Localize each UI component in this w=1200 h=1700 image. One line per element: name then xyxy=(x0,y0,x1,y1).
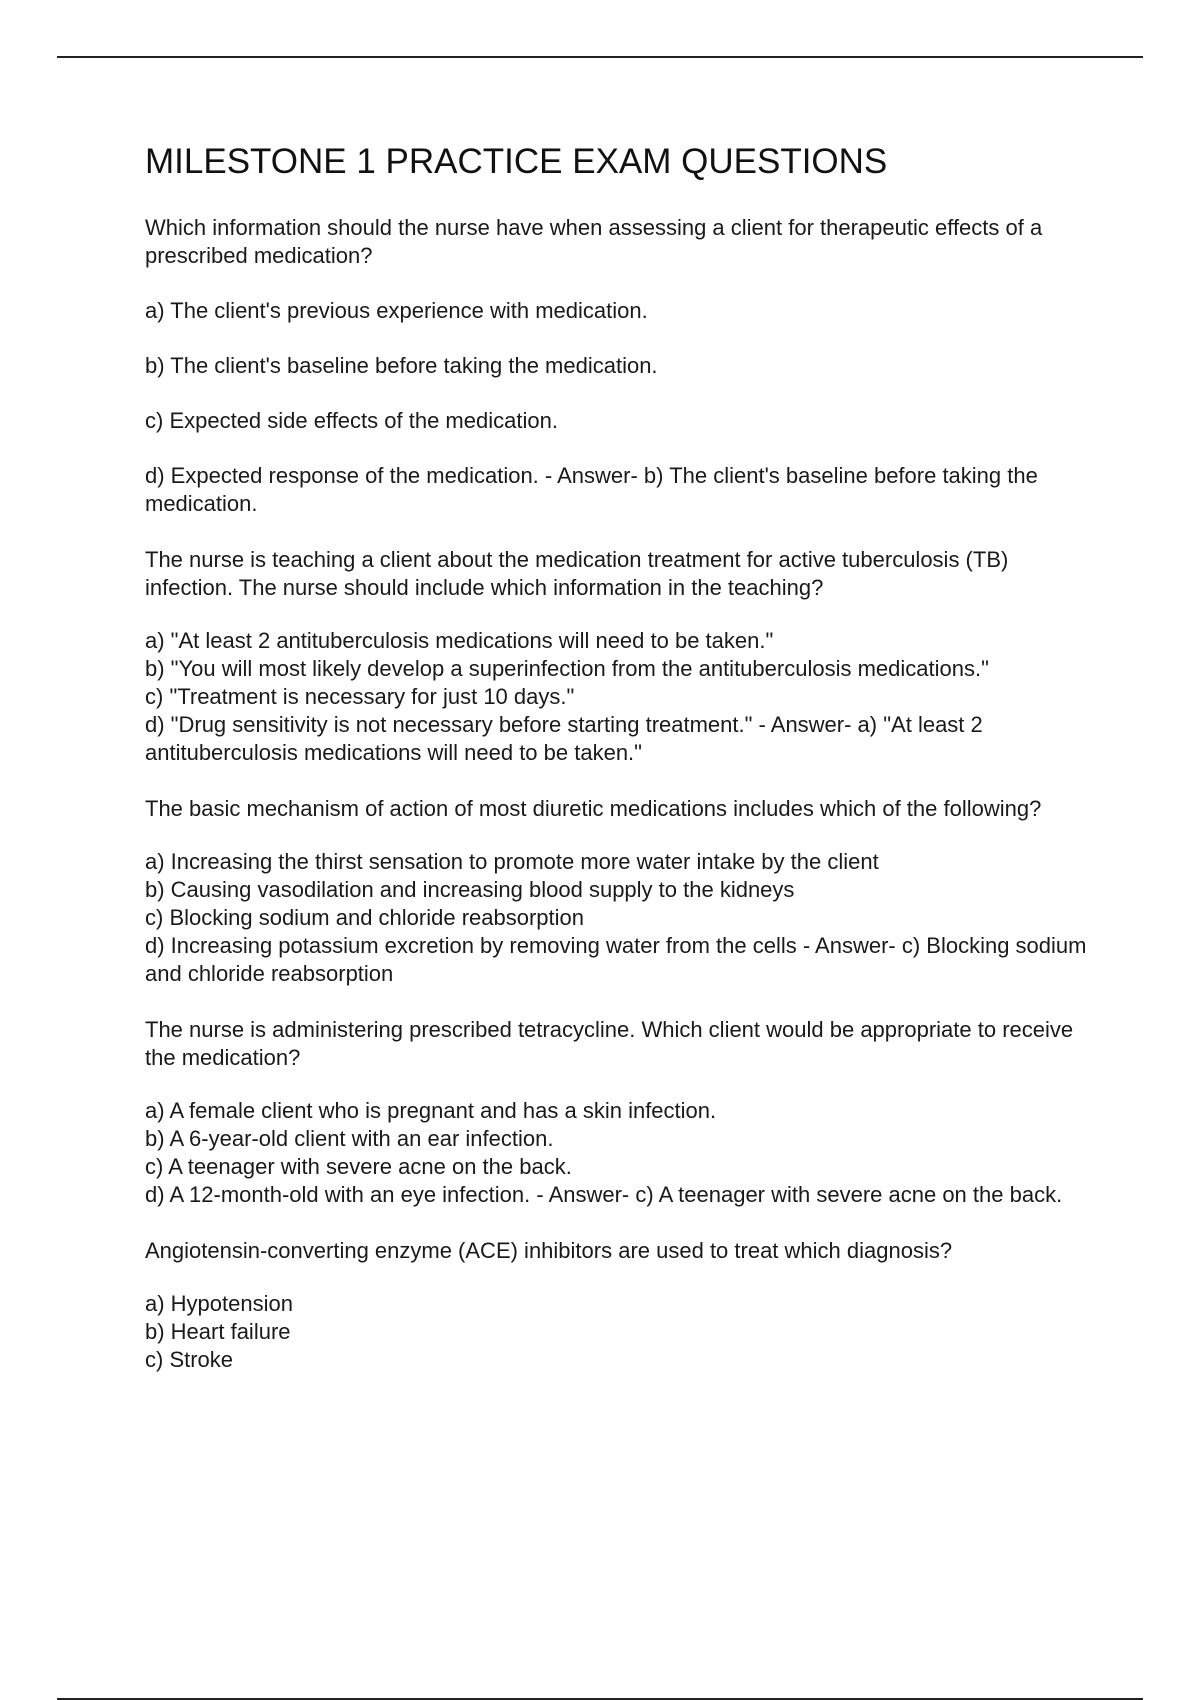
answer-option: b) Causing vasodilation and increasing blood supply to the kidneys xyxy=(145,877,795,902)
answer-option: a) A female client who is pregnant and has a skin infection. xyxy=(145,1098,717,1123)
answer-option: b) Heart failure xyxy=(145,1319,291,1344)
question-block xyxy=(145,214,1095,518)
answer-option: d) Expected response of the medication. - Answer- b) The client's baseline before taking the medication. xyxy=(145,463,1038,516)
question-block xyxy=(145,1237,1095,1374)
answer-option: d) Increasing potassium excretion by removing water from the cells - Answer- c) Blocking sodium and chloride reabsorption xyxy=(145,933,1087,986)
question-stem: The nurse is administering prescribed tetracycline. Which client would be appropriate to receive the medication? xyxy=(145,1017,1074,1070)
question-stem: The basic mechanism of action of most diuretic medications includes which of the following? xyxy=(145,796,1042,821)
page-title: MILESTONE 1 PRACTICE EXAM QUESTIONS xyxy=(145,142,888,181)
question-stem: Angiotensin-converting enzyme (ACE) inhibitors are used to treat which diagnosis? xyxy=(145,1238,953,1263)
answer-option: c) Stroke xyxy=(145,1347,234,1372)
answer-option: c) A teenager with severe acne on the back. xyxy=(145,1154,572,1179)
answer-option: c) "Treatment is necessary for just 10 days." xyxy=(145,684,575,709)
answer-option: b) A 6-year-old client with an ear infection. xyxy=(145,1126,554,1151)
answer-option: d) "Drug sensitivity is not necessary before starting treatment." - Answer- a) "At least 2 antituberculosis medications will need to be taken." xyxy=(145,712,983,765)
answer-option: b) "You will most likely develop a superinfection from the antituberculosis medications." xyxy=(145,656,989,681)
answer-option: a) Increasing the thirst sensation to promote more water intake by the client xyxy=(145,849,879,874)
question-stem: The nurse is teaching a client about the medication treatment for active tuberculosis (TB) infection. The nurse should include which information in the teaching? xyxy=(145,547,1009,600)
answer-option: c) Expected side effects of the medication. xyxy=(145,408,558,433)
document-body xyxy=(145,214,1095,1402)
answer-option: d) A 12-month-old with an eye infection. - Answer- c) A teenager with severe acne on the back. xyxy=(145,1182,1063,1207)
question-stem: Which information should the nurse have when assessing a client for therapeutic effects of a prescribed medication? xyxy=(145,215,1043,268)
answer-option: a) The client's previous experience with medication. xyxy=(145,298,648,323)
answer-option: a) Hypotension xyxy=(145,1291,293,1316)
answer-option: c) Blocking sodium and chloride reabsorption xyxy=(145,905,585,930)
answer-option: a) "At least 2 antituberculosis medications will need to be taken." xyxy=(145,628,774,653)
question-block xyxy=(145,795,1095,988)
question-block xyxy=(145,546,1095,767)
header-rule xyxy=(57,56,1143,58)
question-block xyxy=(145,1016,1095,1209)
answer-option: b) The client's baseline before taking the medication. xyxy=(145,353,658,378)
